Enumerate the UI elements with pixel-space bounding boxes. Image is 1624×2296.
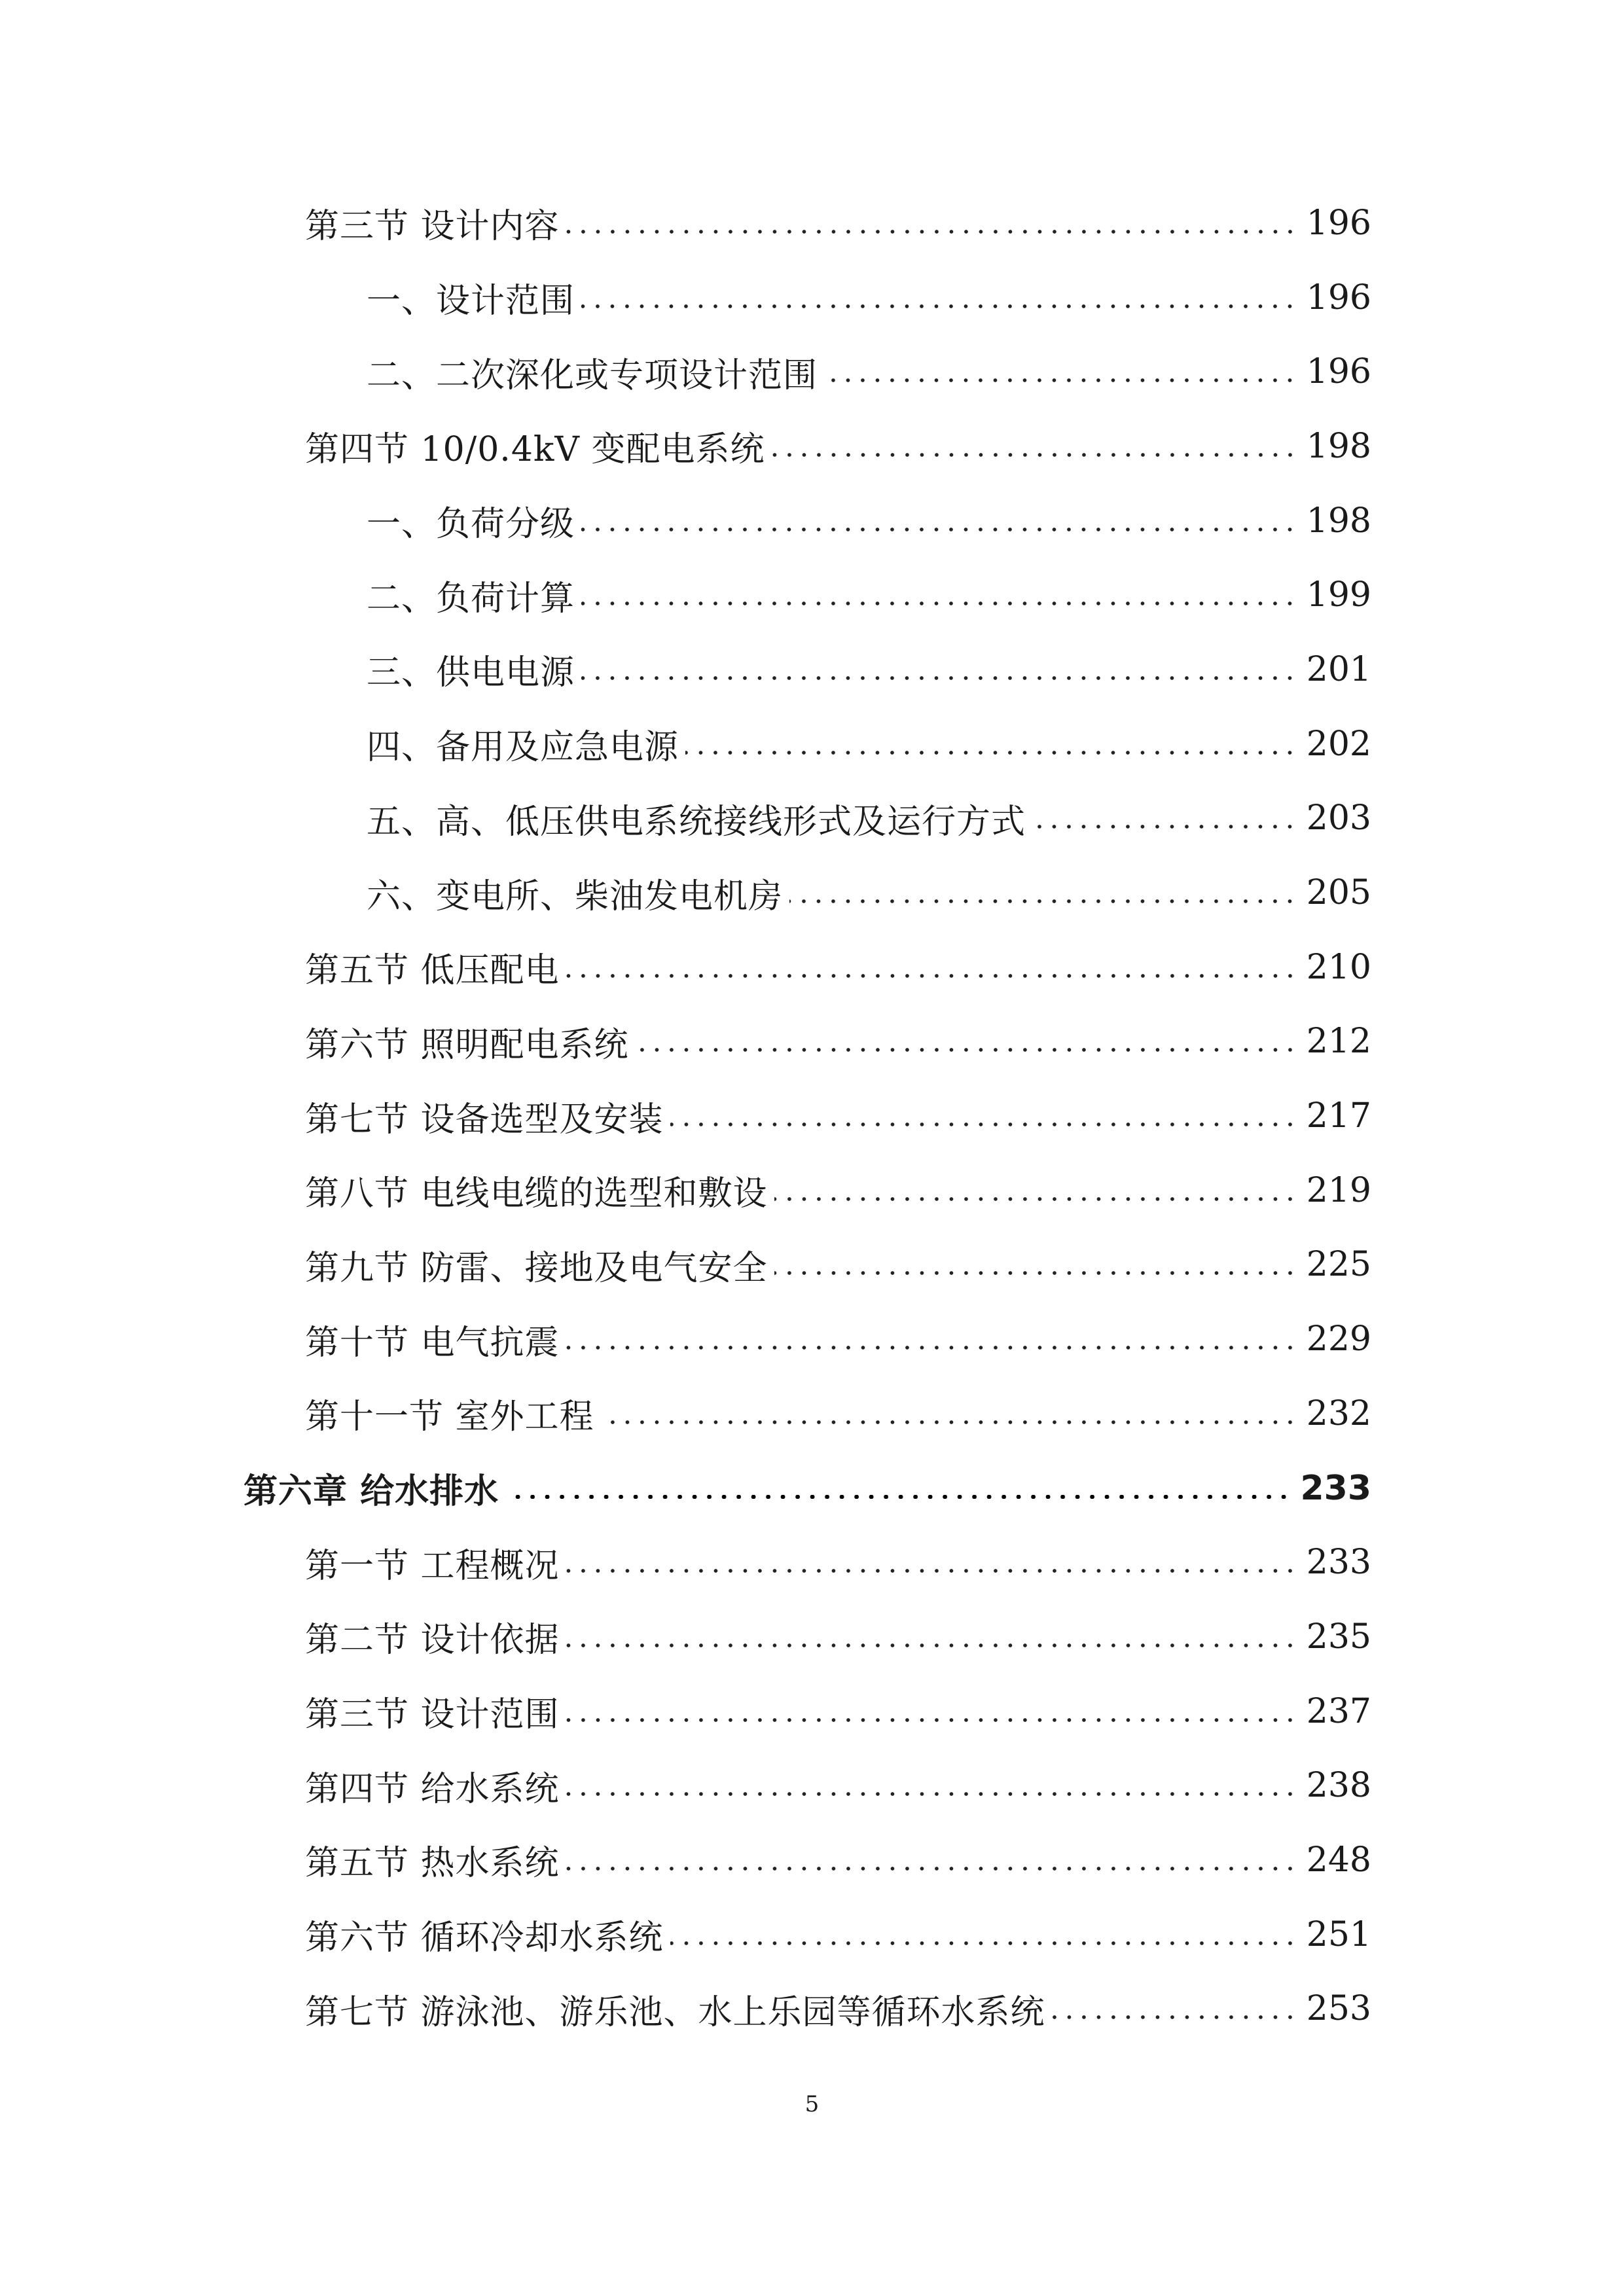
toc-entry-title: 第四节 10/0.4kV 变配电系统: [305, 430, 765, 470]
toc-entry-page: 198: [1306, 426, 1371, 466]
toc-entry-title: 一、负荷分级: [367, 505, 575, 545]
toc-entry-title: 第五节 低压配电: [305, 951, 560, 991]
toc-dot-leader: [670, 1918, 1297, 1952]
toc-dot-leader: [566, 206, 1297, 240]
toc-dot-leader: [581, 578, 1297, 612]
toc-dot-leader: [772, 429, 1297, 463]
toc-entry-page: 248: [1306, 1840, 1371, 1880]
toc-entry-page: 210: [1306, 947, 1371, 987]
toc-entry-page: 233: [1306, 1543, 1371, 1583]
toc-dot-leader: [636, 1024, 1297, 1058]
toc-entry[interactable]: [0, 930, 1624, 1005]
toc-dot-leader: [581, 504, 1297, 538]
toc-entry-page: 212: [1306, 1022, 1371, 1062]
toc-dot-leader: [566, 950, 1297, 984]
toc-dot-leader: [670, 1099, 1297, 1133]
toc-entry-page: 237: [1306, 1691, 1371, 1731]
toc-entry-page: 203: [1306, 798, 1371, 838]
toc-dot-leader: [566, 1545, 1297, 1579]
toc-entry-title: 第三节 设计内容: [305, 207, 560, 247]
toc-dot-leader: [581, 281, 1297, 315]
toc-dot-leader: [566, 1322, 1297, 1356]
toc-entry-title: 第二节 设计依据: [305, 1621, 560, 1660]
toc-entry-page: 201: [1306, 649, 1371, 689]
toc-entry[interactable]: [0, 1302, 1624, 1376]
toc-entry[interactable]: [0, 1674, 1624, 1749]
toc-entry-title: 第四节 给水系统: [305, 1769, 560, 1809]
toc-entry-title: 三、供电电源: [367, 653, 575, 693]
toc-entry-title: 六、变电所、柴油发电机房: [367, 876, 784, 916]
toc-entry-title: 一、设计范围: [367, 281, 575, 321]
toc-entry[interactable]: [0, 1228, 1624, 1302]
toc-entry[interactable]: [0, 409, 1624, 484]
toc-entry[interactable]: [0, 1376, 1624, 1451]
toc-entry-title: 第六节 照明配电系统: [305, 1025, 629, 1065]
toc-dot-leader: [774, 1174, 1297, 1208]
toc-entry-page: 233: [1300, 1468, 1371, 1508]
toc-entry-title: 第六节 循环冷却水系统: [305, 1918, 664, 1958]
toc-entry-page: 235: [1306, 1617, 1371, 1657]
toc-entry[interactable]: [0, 781, 1624, 856]
toc-entry-title: 第十一节 室外工程: [305, 1397, 594, 1437]
toc-entry[interactable]: [0, 186, 1624, 260]
table-of-contents: [0, 186, 1624, 2046]
toc-entry[interactable]: [0, 1005, 1624, 1079]
toc-entry-page: 199: [1306, 575, 1371, 615]
toc-entry-title: 二、负荷计算: [367, 579, 575, 619]
toc-entry-title: 二、二次深化或专项设计范围: [367, 355, 818, 395]
toc-dot-leader: [566, 1768, 1297, 1803]
toc-entry[interactable]: [0, 855, 1624, 930]
toc-entry-title: 第七节 游泳池、游乐池、水上乐园等循环水系统: [305, 1992, 1045, 2032]
toc-dot-leader: [1052, 1992, 1297, 2026]
toc-entry-page: 238: [1306, 1766, 1371, 1806]
toc-entry-page: 217: [1306, 1096, 1371, 1136]
toc-entry[interactable]: [0, 334, 1624, 409]
toc-entry[interactable]: [0, 484, 1624, 558]
toc-entry-page: 202: [1306, 724, 1371, 764]
toc-entry[interactable]: [0, 1600, 1624, 1674]
toc-entry-page: 251: [1306, 1914, 1371, 1954]
toc-entry-page: 198: [1306, 501, 1371, 541]
toc-entry-page: 196: [1306, 203, 1371, 243]
toc-entry-page: 219: [1306, 1170, 1371, 1210]
toc-entry-title: 第七节 设备选型及安装: [305, 1100, 664, 1139]
toc-entry-page: 196: [1306, 278, 1371, 317]
toc-dot-leader: [566, 1620, 1297, 1654]
toc-entry[interactable]: [0, 558, 1624, 632]
toc-entry-page: 229: [1306, 1319, 1371, 1359]
toc-entry[interactable]: [0, 1525, 1624, 1600]
toc-dot-leader: [566, 1843, 1297, 1877]
toc-entry[interactable]: [0, 1079, 1624, 1153]
toc-entry[interactable]: [0, 1897, 1624, 1972]
toc-chapter-entry[interactable]: [0, 1451, 1624, 1526]
toc-entry[interactable]: [0, 1153, 1624, 1228]
toc-entry-page: 196: [1306, 352, 1371, 392]
toc-dot-leader: [774, 1247, 1297, 1282]
toc-entry-title: 第五节 热水系统: [305, 1844, 560, 1884]
toc-entry-title: 第八节 电线电缆的选型和敷设: [305, 1174, 768, 1214]
toc-entry[interactable]: [0, 1972, 1624, 2047]
toc-entry[interactable]: [0, 632, 1624, 707]
toc-entry-title: 第十节 电气抗震: [305, 1323, 560, 1363]
toc-entry-title: 四、备用及应急电源: [367, 728, 679, 768]
toc-dot-leader: [789, 876, 1297, 910]
toc-entry-title: 五、高、低压供电系统接线形式及运行方式: [367, 802, 1026, 842]
toc-dot-leader: [505, 1471, 1291, 1505]
toc-dot-leader: [824, 355, 1297, 389]
toc-dot-leader: [685, 727, 1297, 761]
toc-entry[interactable]: [0, 707, 1624, 781]
toc-entry-title: 第六章 给水排水: [244, 1472, 499, 1512]
toc-entry-title: 第一节 工程概况: [305, 1546, 560, 1586]
toc-entry[interactable]: [0, 1823, 1624, 1897]
toc-entry-title: 第九节 防雷、接地及电气安全: [305, 1248, 768, 1288]
toc-entry-page: 225: [1306, 1245, 1371, 1285]
toc-entry[interactable]: [0, 260, 1624, 335]
toc-entry-page: 253: [1306, 1989, 1371, 2029]
toc-dot-leader: [1032, 801, 1297, 835]
toc-entry[interactable]: [0, 1748, 1624, 1823]
toc-dot-leader: [601, 1397, 1297, 1431]
toc-dot-leader: [566, 1695, 1297, 1729]
toc-entry-title: 第三节 设计范围: [305, 1695, 560, 1735]
page-number: 5: [804, 2091, 820, 2117]
toc-dot-leader: [581, 653, 1297, 687]
toc-entry-page: 232: [1306, 1393, 1371, 1433]
toc-entry-page: 205: [1306, 873, 1371, 913]
